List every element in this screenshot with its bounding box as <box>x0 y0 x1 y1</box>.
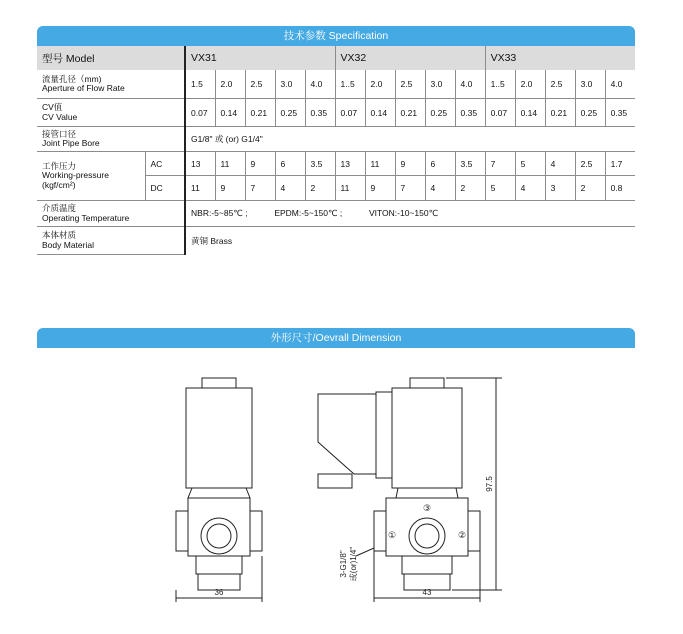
side-right-port <box>468 511 480 551</box>
aperture-label-cn: 流量孔径（mm) <box>42 73 102 84</box>
side-base <box>402 556 452 574</box>
port-2-marker: ② <box>457 530 467 540</box>
temperature-nbr: NBR:-5~85℃ ; <box>191 208 248 218</box>
side-nut <box>410 378 444 388</box>
front-port-inner <box>207 524 231 548</box>
cv-cell: 0.21 <box>395 99 425 127</box>
pressure-ac-cell: 1.7 <box>605 152 635 176</box>
pressure-dc-cell: 7 <box>395 176 425 201</box>
side-cable-gland <box>318 474 352 488</box>
port-3-marker: ③ <box>422 503 432 513</box>
temperature-epdm: EPDM:-5~150℃ ; <box>274 208 343 218</box>
aperture-cell: 3.0 <box>575 70 605 99</box>
pressure-ac-cell: 7 <box>485 152 515 176</box>
aperture-cell: 3.0 <box>275 70 305 99</box>
cv-cell: 0.25 <box>425 99 455 127</box>
aperture-cell: 1..5 <box>335 70 365 99</box>
front-nut <box>202 378 236 388</box>
cv-cell: 0.25 <box>575 99 605 127</box>
pressure-dc-cell: 9 <box>215 176 245 201</box>
aperture-cell: 2.5 <box>545 70 575 99</box>
pressure-ac-cell: 5 <box>515 152 545 176</box>
side-neck <box>396 488 458 498</box>
temperature-label-en: Operating Temperature <box>42 212 130 223</box>
height-label: 97.5 <box>485 476 494 492</box>
pressure-ac-cell: 3.5 <box>305 152 335 176</box>
material-row <box>37 227 635 255</box>
material-label <box>37 227 185 255</box>
spec-title: 技术参数 Specification <box>283 30 389 42</box>
aperture-cell: 3.0 <box>425 70 455 99</box>
side-connector <box>318 394 376 474</box>
front-width-label: 36 <box>214 588 224 597</box>
joint-label-en: Joint Pipe Bore <box>42 138 100 148</box>
pressure-ac-cell: 6 <box>275 152 305 176</box>
aperture-cell: 4.0 <box>605 70 635 99</box>
pressure-dc-cell: 7 <box>245 176 275 201</box>
front-coil <box>186 388 252 488</box>
aperture-label-en: Aperture of Flow Rate <box>42 83 125 93</box>
cv-label-en: CV Value <box>42 111 78 122</box>
port-note-2: 或(or)1/4" <box>349 546 358 582</box>
pressure-ac-cell: 9 <box>245 152 275 176</box>
cv-cell: 0.35 <box>605 99 635 127</box>
cv-cell: 0.07 <box>185 99 215 127</box>
aperture-label <box>37 70 185 99</box>
cv-cell: 0.14 <box>215 99 245 127</box>
pressure-ac-cell: 4 <box>545 152 575 176</box>
aperture-cell: 1..5 <box>485 70 515 99</box>
dimension-banner <box>37 328 635 348</box>
spec-banner <box>37 26 635 46</box>
pressure-label <box>37 152 145 201</box>
ac-label: AC <box>145 152 185 176</box>
pressure-dc-cell: 4 <box>275 176 305 201</box>
cv-cell: 0.21 <box>245 99 275 127</box>
pressure-ac-cell: 2.5 <box>575 152 605 176</box>
cv-cell: 0.35 <box>305 99 335 127</box>
aperture-cell: 2.0 <box>365 70 395 99</box>
front-base <box>196 556 242 574</box>
side-coil <box>392 388 462 488</box>
cv-cell: 0.21 <box>545 99 575 127</box>
cv-cell: 0.14 <box>515 99 545 127</box>
cv-cell: 0.07 <box>485 99 515 127</box>
aperture-cell: 2.0 <box>215 70 245 99</box>
material-value: 黄铜 Brass <box>185 227 635 255</box>
material-label-cn: 本体材质 <box>42 230 77 240</box>
pressure-label-unit: (kgf/cm²) <box>42 179 76 190</box>
aperture-cell: 2.5 <box>395 70 425 99</box>
cv-cell: 0.14 <box>365 99 395 127</box>
cv-label-cn: CV值 <box>42 102 63 112</box>
side-width-label: 43 <box>422 588 432 597</box>
port-note-1: 3-G1/8" <box>339 550 348 578</box>
model-label: 型号 Model <box>37 46 185 70</box>
dimension-title: 外形尺寸/Oevrall Dimension <box>270 332 402 344</box>
pressure-dc-cell: 0.8 <box>605 176 635 201</box>
pressure-dc-cell: 2 <box>575 176 605 201</box>
pressure-dc-cell: 4 <box>425 176 455 201</box>
front-body <box>188 498 250 556</box>
pressure-dc-cell: 4 <box>515 176 545 201</box>
material-label-en: Body Material <box>42 239 94 250</box>
pressure-ac-cell: 11 <box>215 152 245 176</box>
pressure-ac-cell: 6 <box>425 152 455 176</box>
pressure-ac-cell: 13 <box>335 152 365 176</box>
cv-cell: 0.07 <box>335 99 365 127</box>
port-1-marker: ① <box>387 530 397 540</box>
pressure-dc-cell: 2 <box>455 176 485 201</box>
pressure-label-cn: 工作压力 <box>42 160 77 171</box>
temperature-label-cn: 介质温度 <box>42 203 77 213</box>
pressure-label-en: Working-pressure <box>42 170 109 181</box>
aperture-cell: 4.0 <box>455 70 485 99</box>
pressure-dc-cell: 9 <box>365 176 395 201</box>
spec-table <box>37 46 635 255</box>
pressure-dc-cell: 11 <box>335 176 365 201</box>
side-port-outer <box>409 518 445 554</box>
front-right-port <box>250 511 262 551</box>
joint-row <box>37 127 635 152</box>
cv-label <box>37 99 185 127</box>
temperature-viton: VITON:-10~150℃ <box>368 208 439 218</box>
aperture-cell: 2.0 <box>515 70 545 99</box>
aperture-cell: 2.5 <box>245 70 275 99</box>
temperature-label <box>37 201 185 227</box>
pressure-ac-cell: 3.5 <box>455 152 485 176</box>
model-vx33: VX33 <box>485 46 635 70</box>
front-left-port <box>176 511 188 551</box>
pressure-ac-cell: 9 <box>395 152 425 176</box>
front-neck <box>188 488 250 498</box>
pressure-dc-cell: 5 <box>485 176 515 201</box>
dc-label: DC <box>145 176 185 201</box>
front-view <box>176 378 262 602</box>
dimension-drawing <box>160 366 520 606</box>
model-row <box>37 46 635 70</box>
pressure-dc-cell: 11 <box>185 176 215 201</box>
cv-cell: 0.25 <box>275 99 305 127</box>
side-left-port <box>374 511 386 551</box>
aperture-cell: 4.0 <box>305 70 335 99</box>
joint-label-cn: 接管口径 <box>42 128 77 139</box>
pressure-ac-row <box>37 152 635 176</box>
pressure-ac-cell: 13 <box>185 152 215 176</box>
model-vx31: VX31 <box>185 46 335 70</box>
model-vx32: VX32 <box>335 46 485 70</box>
temperature-value <box>185 201 635 227</box>
pressure-dc-cell: 3 <box>545 176 575 201</box>
side-port-inner <box>415 524 439 548</box>
front-port-outer <box>201 518 237 554</box>
side-connector-plate <box>376 392 392 478</box>
aperture-cell: 1.5 <box>185 70 215 99</box>
cv-cell: 0.35 <box>455 99 485 127</box>
pressure-dc-cell: 2 <box>305 176 335 201</box>
port-leader <box>356 548 374 556</box>
cv-row <box>37 99 635 127</box>
temperature-row <box>37 201 635 227</box>
aperture-row <box>37 70 635 99</box>
pressure-ac-cell: 11 <box>365 152 395 176</box>
joint-label <box>37 127 185 152</box>
joint-value: G1/8" 或 (or) G1/4" <box>185 127 635 152</box>
